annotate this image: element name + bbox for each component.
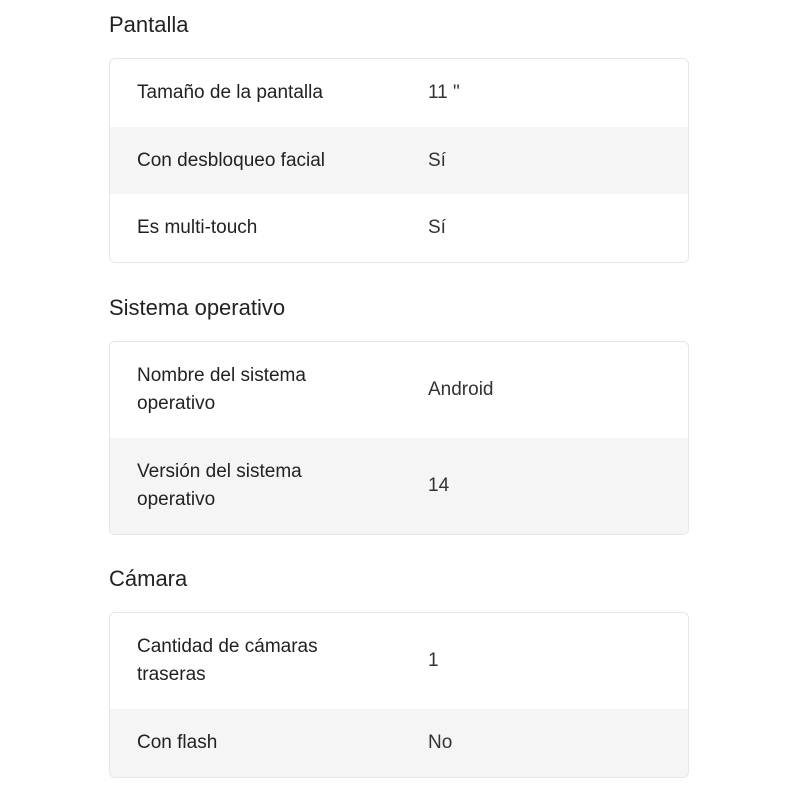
spec-row [110, 709, 688, 777]
spec-value: 11 " [428, 82, 460, 103]
spec-row [110, 613, 688, 709]
spec-value: 14 [428, 475, 450, 496]
spec-label: Con desbloqueo facial [137, 149, 326, 171]
spec-label: Es multi-touch [137, 217, 258, 238]
spec-row [110, 438, 688, 534]
spec-label: Nombre del sistema operativo [137, 365, 306, 414]
section-title-camara: Cámara [109, 566, 188, 591]
spec-row [110, 127, 688, 194]
spec-label: Tamaño de la pantalla [137, 82, 323, 103]
section-title-pantalla: Pantalla [109, 12, 189, 37]
spec-label: Versión del sistema operativo [137, 461, 302, 510]
spec-value: No [428, 732, 453, 753]
spec-label: Cantidad de cámaras traseras [137, 636, 318, 685]
spec-row [110, 342, 688, 438]
spec-table-camara [109, 612, 689, 778]
spec-value: 1 [428, 650, 439, 671]
spec-value: Sí [428, 149, 446, 171]
spec-row [110, 59, 688, 127]
spec-row [110, 194, 688, 262]
section-title-sistema-operativo: Sistema operativo [109, 295, 286, 320]
spec-table-sistema-operativo [109, 341, 689, 535]
spec-table-pantalla [109, 58, 689, 263]
spec-value: Android [428, 379, 494, 400]
spec-label: Con flash [137, 732, 218, 753]
spec-value: Sí [428, 217, 446, 238]
